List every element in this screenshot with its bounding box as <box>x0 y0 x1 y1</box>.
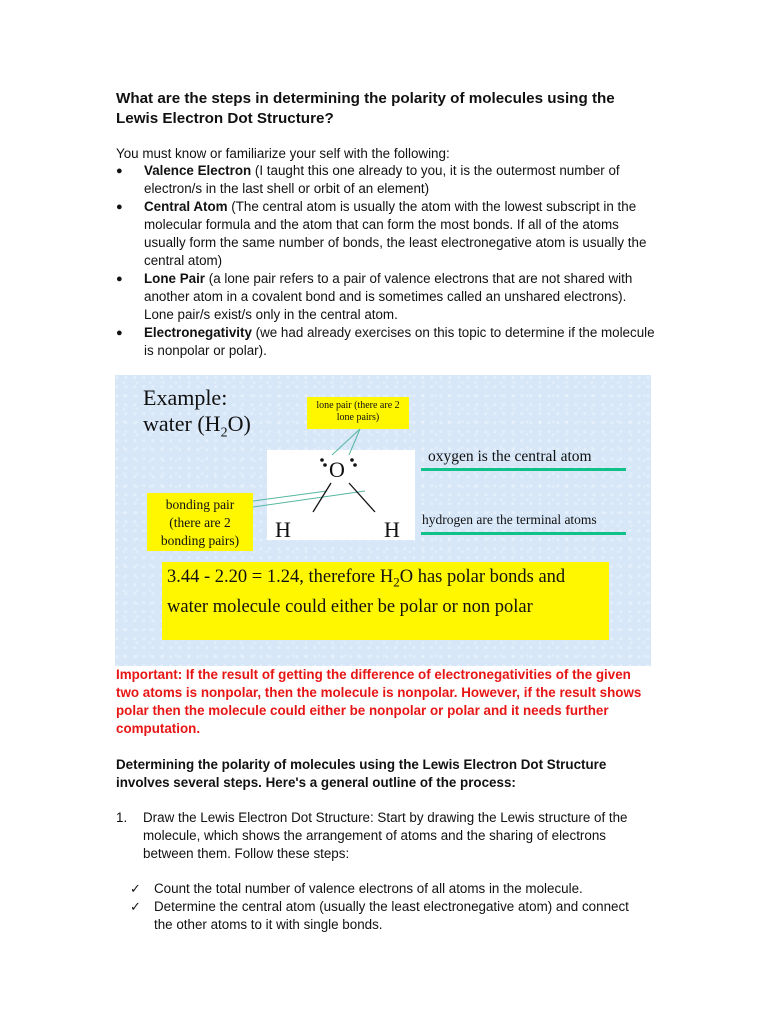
bullet-icon: ● <box>116 165 123 177</box>
bonding-pair-pointer <box>253 491 327 501</box>
page-heading: What are the steps in determining the polarity of molecules using the Lewis Electron Dot Structure? <box>116 90 615 127</box>
bullet-icon: ● <box>116 201 123 213</box>
definition-list <box>116 162 656 360</box>
bonding-line: bonding pairs) <box>160 533 240 548</box>
oxygen-note: oxygen is the central atom <box>428 448 592 465</box>
checkmark-icon: ✓ <box>130 881 141 896</box>
hydrogen-note-underline <box>421 532 626 535</box>
lone-pair-pointer <box>349 429 360 455</box>
list-item <box>130 880 650 898</box>
formula-suffix: O) <box>227 411 251 436</box>
term-label: Electronegativity <box>144 325 252 340</box>
bonding-line: bonding pair <box>165 497 235 512</box>
lone-pair-callout: lone pair (there are 2 lone pairs) <box>307 397 409 429</box>
lone-pair-dot <box>323 463 327 467</box>
intro-text: You must know or familiarize your self with the following: <box>116 146 450 161</box>
term-label: Valence Electron <box>144 163 252 178</box>
oxygen-note-underline <box>421 468 626 471</box>
term-description: (a lone pair refers to a pair of valence electrons that are not shared with another atom in a covalent bond and is sometimes called an unshared electrons). Lone pair/s exist/s only in the central atom. <box>144 271 633 322</box>
term-description: (The central atom is usually the atom with the lowest subscript in the molecular formula and the atom that can form the most bonds. If all of the atoms usually form the same number of bonds, the least electronegative atom is usually the central atom) <box>144 199 647 268</box>
step-text: Draw the Lewis Electron Dot Structure: Start by drawing the Lewis structure of the molecule, which shows the arrangement of atoms and the sharing of electrons between them. Follow these steps: <box>143 810 628 861</box>
outline-intro: Determining the polarity of molecules using the Lewis Electron Dot Structure involves several steps. Here's a general outline of the process: <box>116 757 607 790</box>
checkmark-icon: ✓ <box>130 899 141 914</box>
water-example-figure <box>115 375 651 666</box>
list-item <box>116 270 656 324</box>
term-label: Central Atom <box>144 199 228 214</box>
bond-line-right <box>349 483 375 512</box>
bullet-icon: ● <box>116 273 123 285</box>
term-description: (we had already exercises on this topic to determine if the molecule is nonpolar or polar). <box>144 325 655 358</box>
bonding-line: (there are 2 <box>169 515 231 530</box>
bond-line-left <box>313 483 331 512</box>
hydrogen-atom-right: H <box>384 517 400 542</box>
term-label: Lone Pair <box>144 271 206 286</box>
hydrogen-note: hydrogen are the terminal atoms <box>422 512 597 527</box>
lone-pair-dot <box>353 463 357 467</box>
result-text-prefix: 3.44 - 2.20 = 1.24, therefore H <box>167 567 394 587</box>
list-item <box>116 324 656 360</box>
bullet-icon: ● <box>116 327 123 339</box>
lone-pair-dot <box>320 458 324 462</box>
list-item <box>130 898 650 934</box>
result-callout <box>162 562 609 640</box>
formula-subscript: 2 <box>220 425 228 441</box>
lone-pair-dot <box>350 458 354 462</box>
list-item <box>116 162 656 198</box>
check-text: Count the total number of valence electrons of all atoms in the molecule. <box>154 881 583 896</box>
checklist <box>130 880 650 934</box>
oxygen-atom: O <box>329 457 345 482</box>
example-title-line1: Example: <box>143 385 228 410</box>
list-item <box>116 198 656 270</box>
term-description: (I taught this one already to you, it is the outermost number of electron/s in the last shell or orbit of an element) <box>144 163 620 196</box>
formula-prefix: water (H <box>143 411 221 436</box>
hydrogen-atom-left: H <box>275 517 291 542</box>
step-number: 1. <box>116 810 128 825</box>
result-subscript: 2 <box>393 574 400 590</box>
check-text: Determine the central atom (usually the least electronegative atom) and connect the other atoms to it with single bonds. <box>154 899 629 932</box>
step-item <box>116 809 656 863</box>
important-note: Important: If the result of getting the difference of electronegativities of the given two atoms is nonpolar, then the molecule is nonpolar. However, if the result shows polar then the molecule could either be nonpolar or polar and it needs further computation. <box>116 667 642 736</box>
result-text-suffix: O has polar bonds and water molecule could either be polar or non polar <box>167 567 566 617</box>
lone-pair-pointer <box>332 429 360 455</box>
